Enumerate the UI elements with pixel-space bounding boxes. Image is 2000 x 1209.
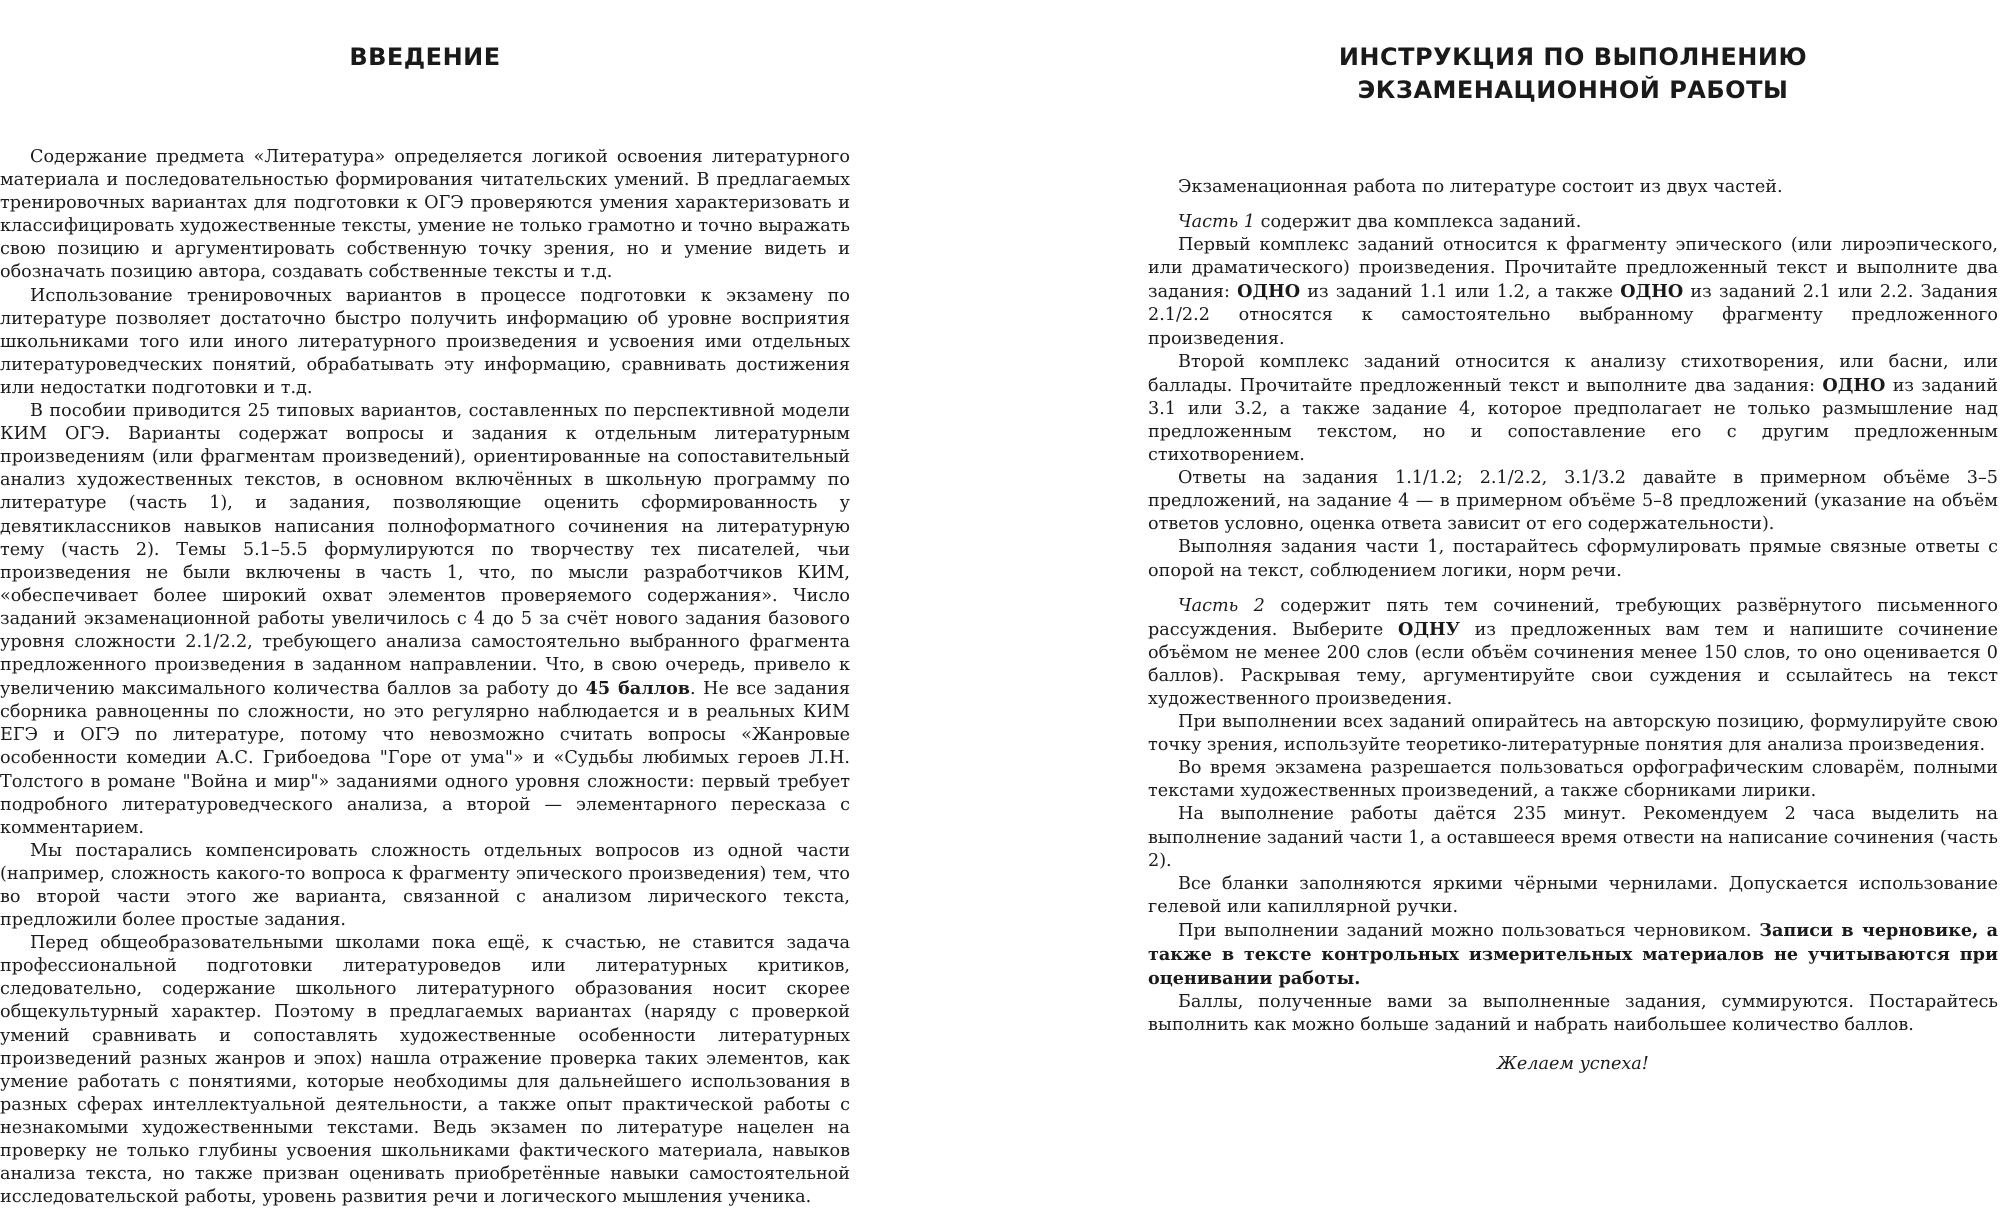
paragraph: Выполняя задания части 1, постарайтесь сформулировать прямые связные ответы с опорой на текст, соблюдением логики, норм речи. — [1148, 537, 1998, 581]
paragraph: На выполнение работы даётся 235 минут. Рекомендуем 2 часа выделить на выполнение заданий части 1, а оставшееся время отвести на написание сочинения (часть 2). — [1148, 804, 1998, 871]
paragraph: Содержание предмета «Литература» определяется логикой освоения литературного материала и последовательностью формирования читательских умений. В предлагаемых тренировочных вариантах для подготовки к ОГЭ проверяются умения характеризовать и классифицировать художественные тексты, умение не только грамотно и точно выражать свою позицию и аргументировать собственную точку зрения, но и умение видеть и обозначать позицию автора, создавать собственные тексты и т.д. — [0, 147, 850, 283]
paragraph: Во время экзамена разрешается пользоваться орфографическим словарём, полными текстами художественных произведений, а также сборниками лирики. — [1148, 758, 1998, 802]
paragraph: Второй комплекс заданий относится к анализу стихотворения, или басни, или баллады. Прочитайте предложенный текст и выполните два задания: ОДНО из заданий 3.1 или 3.2, а также задание 4, которое предполагает не только размышление над предложенным текстом, но и сопоставление его с другим предложенным стихотворением. — [1148, 351, 1998, 466]
paragraph: Перед общеобразовательными школами пока ещё, к счастью, не ставится задача профессиональной подготовки литературоведов или литературных критиков, следовательно, содержание школьного литературного образования носит скорее общекультурный характер. Поэтому в предлагаемых вариантах (наряду с проверкой умений сравнивать и сопоставлять художественные особенности литературных произведений разных жанров и эпох) нашла отражение проверка таких элементов, как умение работать с понятиями, которые необходимы для дальнейшего использования в разных сферах интеллектуальной деятельности, а также опыт практической работы с незнакомыми художественными текстами. Ведь экзамен по литературе нацелен на проверку не только глубины усвоения школьниками фактического материала, навыков анализа текста, но также призван оценивать приобретённые навыки самостоятельной исследовательской работы, уровень развития речи и логического мышления ученика. — [0, 933, 850, 1208]
max-score: 45 баллов — [585, 678, 691, 700]
paragraph: При выполнении всех заданий опирайтесь на авторскую позицию, формулируйте свою точку зрения, используйте теоретико-литературные понятия для анализа произведения. — [1148, 712, 1998, 756]
paragraph: Часть 2 содержит пять тем сочинений, требующих развёрнутого письменного рассуждения. Выберите ОДНУ из предложенных вам тем и напишите сочинение объёмом не менее 200 слов (если объём сочинения менее 150 слов, то оно оценивается 0 баллов). Раскрывая тему, аргументируйте свои суждения и ссылайтесь на текст художественного произведения. — [1148, 595, 1998, 709]
paragraph: При выполнении заданий можно пользоваться черновиком. Записи в черновике, а также в тексте контрольных измерительных материалов не учитываются при оценивании работы. — [1148, 919, 1998, 990]
closing-wish: Желаем успеха! — [1497, 1054, 1649, 1075]
page-title-instructions: ИНСТРУКЦИЯ ПО ВЫПОЛНЕНИЮ ЭКЗАМЕНАЦИОННОЙ РАБОТЫ — [1338, 43, 1808, 104]
page-title-introduction: ВВЕДЕНИЕ — [349, 43, 501, 71]
paragraph: Экзаменационная работа по литературе состоит из двух частей. — [1178, 177, 1783, 197]
introduction-text — [0, 146, 850, 1209]
paragraph: Все бланки заполняются яркими чёрными чернилами. Допускается использование гелевой или капиллярной ручки. — [1148, 873, 1998, 917]
paragraph: Часть 1 содержит два комплекса заданий. — [1178, 212, 1582, 233]
paragraph: Мы постарались компенсировать сложность отдельных вопросов из одной части (например, сложность какого-то вопроса к фрагменту эпического произведения) тем, что во второй части этого же варианта, связанной с анализом лирического текста, предложили более простые задания. — [0, 840, 850, 931]
right-page — [1148, 0, 1998, 1196]
paragraph: Первый комплекс заданий относится к фрагменту эпического (или лироэпического, или драматического) произведения. Прочитайте предложенный текст и выполните два задания: ОДНО из заданий 1.1 или 1.2, а также ОДНО из заданий 2.1 или 2.2. Задания 2.1/2.2 относятся к самостоятельно выбранному фрагменту предложенного произведения. — [1148, 235, 1998, 349]
paragraph: Использование тренировочных вариантов в процессе подготовки к экзамену по литературе позволяет достаточно быстро получить информацию об уровне восприятия школьниками того или иного литературного произведения и усвоения ими отдельных литературоведческих понятий, обрабатывать эту информацию, сравнивать достижения или недостатки подготовки и т.д. — [0, 285, 850, 398]
instructions-text — [1148, 176, 1998, 1076]
paragraph: В пособии приводится 25 типовых вариантов, составленных по перспективной модели КИМ ОГЭ. Варианты содержат вопросы и задания к отдельным литературным произведениям (или фрагментам произведений), ориентированные на сопоставительный анализ художественных текстов, в основном включённых в школьную программу по литературе (часть 1), и задания, позволяющие оценить сформированность у девятиклассников навыков написания полноформатного сочинения на литературную тему (часть 2). Темы 5.1–5.5 формулируются по творчеству тех писателей, чьи произведения не были включены в часть 1, что, по мысли разработчиков КИМ, «обеспечивает более широкий охват элементов проверяемого содержания». Число заданий экзаменационной работы увеличилось с 4 до 5 за счёт нового задания базового уровня сложности 2.1/2.2, требующего анализа самостоятельно выбранного фрагмента предложенного произведения в заданном направлении. Что, в свою очередь, привело к увеличению максимального количества баллов за работу до 45 баллов. Не все задания сборника равноценны по сложности, но это регулярно наблюдается и в реальных КИМ ЕГЭ и ОГЭ по литературе, потому что невозможно считать вопросы «Жанровые особенности комедии А.С. Грибоедова "Горе от ума"» и «Судьбы любимых героев Л.Н. Толстого в романе "Война и мир"» заданиями одного уровня сложности: первый требует подробного литературоведческого анализа, а второй — элементарного пересказа с комментарием. — [0, 401, 850, 838]
paragraph: Ответы на задания 1.1/1.2; 2.1/2.2, 3.1/3.2 давайте в примерном объёме 3–5 предложений, на задание 4 — в примерном объёме 5–8 предложений (указание на объём ответов условно, оценка ответа зависит от его содержательности). — [1148, 468, 1998, 535]
left-page — [0, 0, 850, 1208]
paragraph: Баллы, полученные вами за выполненные задания, суммируются. Постарайтесь выполнить как можно больше заданий и набрать наибольшее количество баллов. — [1148, 992, 1998, 1036]
